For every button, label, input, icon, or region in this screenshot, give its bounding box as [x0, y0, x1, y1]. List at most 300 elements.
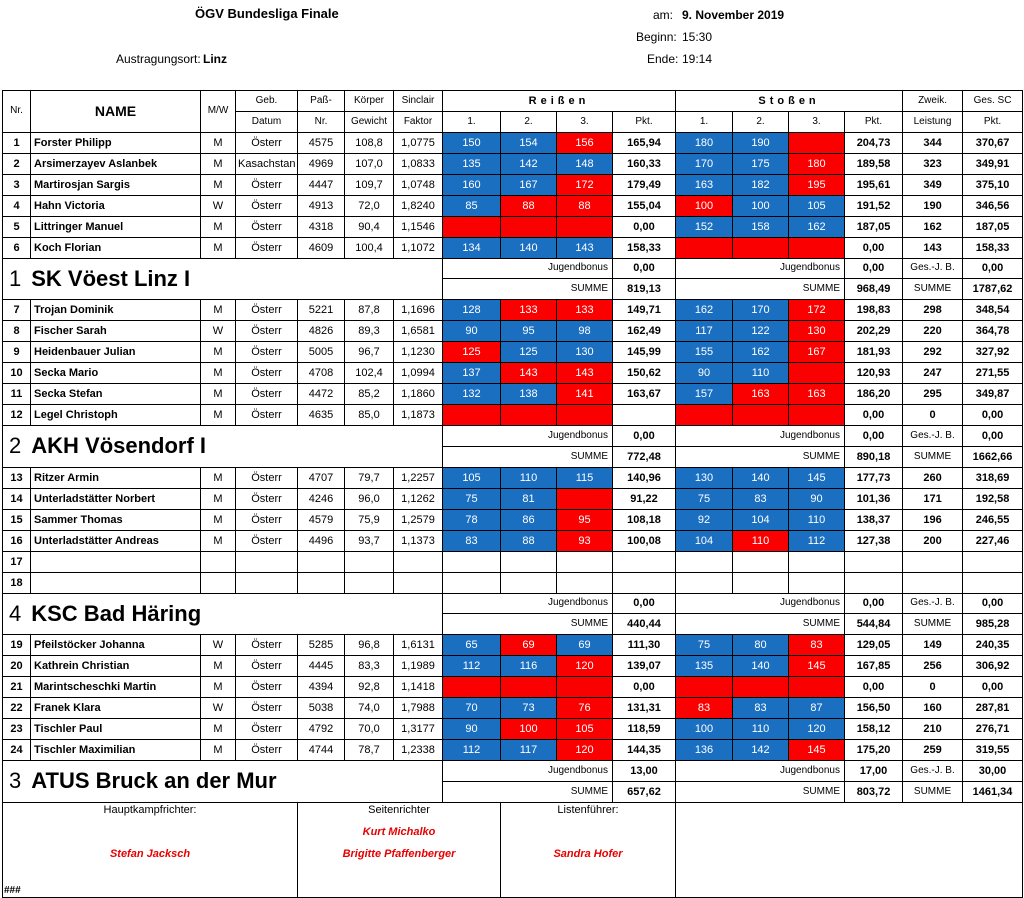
snatch-attempt-2: 86	[501, 509, 557, 530]
athlete-gender: M	[201, 216, 236, 237]
athlete-row	[3, 321, 1023, 342]
grand-sum-value: 1787,62	[963, 279, 1023, 300]
athlete-bodyweight: 78,7	[345, 740, 394, 761]
total-lift: 162	[903, 216, 963, 237]
athlete-bodyweight: 96,0	[345, 488, 394, 509]
athlete-nationality: Österr	[236, 677, 298, 698]
clean-jerk-attempt-2	[733, 405, 789, 426]
athlete-nr: 16	[3, 530, 31, 551]
athlete-row	[3, 467, 1023, 488]
athlete-pass-nr: 4969	[298, 153, 345, 174]
athlete-pass-nr: 4609	[298, 237, 345, 258]
clean-jerk-attempt-2: 162	[733, 342, 789, 363]
athlete-pass-nr: 4826	[298, 321, 345, 342]
start-label: Beginn:	[636, 30, 677, 44]
athlete-nr: 24	[3, 740, 31, 761]
clean-jerk-attempt-3: 167	[789, 342, 845, 363]
grand-sum-label: SUMME	[903, 614, 963, 635]
athlete-bodyweight	[345, 572, 394, 593]
athlete-name	[31, 572, 201, 593]
athlete-bodyweight: 70,0	[345, 719, 394, 740]
clean-jerk-points: 189,58	[845, 153, 903, 174]
athlete-name: Marintscheschki Martin	[31, 677, 201, 698]
athlete-nationality: Österr	[236, 216, 298, 237]
side-referee-cell	[298, 802, 501, 897]
grand-sum-label: SUMME	[903, 279, 963, 300]
athlete-nationality: Österr	[236, 509, 298, 530]
grand-sum-label: SUMME	[903, 781, 963, 802]
athlete-nationality: Österr	[236, 132, 298, 153]
snatch-points: 155,04	[613, 195, 676, 216]
date-value: 9. November 2019	[682, 8, 785, 22]
athlete-nr: 18	[3, 572, 31, 593]
col-sinclair-2: Faktor	[394, 111, 443, 132]
athlete-gender: M	[201, 174, 236, 195]
total-bonus-label: Ges.-J. B.	[903, 761, 963, 782]
clean-jerk-points: 120,93	[845, 363, 903, 384]
snatch-bonus-label: Jugendbonus	[443, 761, 613, 782]
athlete-pass-nr	[298, 572, 345, 593]
clean-jerk-attempt-1	[676, 551, 733, 572]
hash-marks: ###	[4, 885, 21, 896]
athlete-nationality: Österr	[236, 635, 298, 656]
total-bonus-value: 0,00	[963, 426, 1023, 447]
clean-jerk-points	[845, 572, 903, 593]
col-nr: Nr.	[3, 91, 31, 133]
athlete-name: Unterladstätter Norbert	[31, 488, 201, 509]
snatch-attempt-3: 143	[557, 363, 613, 384]
snatch-points: 111,30	[613, 635, 676, 656]
clean-jerk-attempt-3	[789, 405, 845, 426]
clean-jerk-attempt-3: 112	[789, 530, 845, 551]
sinclair-total: 0,00	[963, 677, 1023, 698]
sinclair-total	[963, 551, 1023, 572]
clean-jerk-attempt-3: 105	[789, 195, 845, 216]
sinclair-total: 318,69	[963, 467, 1023, 488]
snatch-attempt-3	[557, 551, 613, 572]
athlete-pass-nr: 4575	[298, 132, 345, 153]
sinclair-total: 227,46	[963, 530, 1023, 551]
snatch-attempt-1: 128	[443, 300, 501, 321]
grand-sum-label: SUMME	[903, 446, 963, 467]
end-value: 19:14	[682, 52, 713, 66]
athlete-nationality: Österr	[236, 656, 298, 677]
athlete-nr: 19	[3, 635, 31, 656]
athlete-nationality: Kasachstan	[236, 153, 298, 174]
clean-jerk-attempt-1: 104	[676, 530, 733, 551]
clean-jerk-points: 175,20	[845, 740, 903, 761]
sinclair-total: 319,55	[963, 740, 1023, 761]
athlete-nationality	[236, 551, 298, 572]
athlete-sinclair: 1,1873	[394, 405, 443, 426]
clean-jerk-attempt-1: 163	[676, 174, 733, 195]
clean-jerk-attempt-3: 83	[789, 635, 845, 656]
athlete-nationality: Österr	[236, 237, 298, 258]
clean-jerk-points	[845, 551, 903, 572]
snatch-points	[613, 551, 676, 572]
snatch-attempt-1	[443, 405, 501, 426]
snatch-attempt-3: 93	[557, 530, 613, 551]
col-r-pkt: Pkt.	[613, 111, 676, 132]
athlete-nr: 21	[3, 677, 31, 698]
snatch-attempt-2: 133	[501, 300, 557, 321]
cj-bonus-value: 0,00	[845, 426, 903, 447]
athlete-name: Franek Klara	[31, 698, 201, 719]
col-stossen: Stoßen	[676, 91, 903, 112]
athlete-gender: W	[201, 195, 236, 216]
snatch-attempt-3: 156	[557, 132, 613, 153]
athlete-row	[3, 509, 1023, 530]
clean-jerk-points: 0,00	[845, 237, 903, 258]
head-referee-name: Stefan Jacksch	[109, 847, 191, 860]
clean-jerk-attempt-2	[733, 551, 789, 572]
clean-jerk-attempt-3: 145	[789, 467, 845, 488]
total-lift: 200	[903, 530, 963, 551]
athlete-pass-nr: 4635	[298, 405, 345, 426]
clean-jerk-attempt-3	[789, 572, 845, 593]
athlete-row	[3, 551, 1023, 572]
athlete-bodyweight: 102,4	[345, 363, 394, 384]
snatch-points: 0,00	[613, 677, 676, 698]
snatch-points: 131,31	[613, 698, 676, 719]
athlete-sinclair: 1,1072	[394, 237, 443, 258]
total-bonus-value: 30,00	[963, 761, 1023, 782]
clean-jerk-attempt-3	[789, 132, 845, 153]
snatch-attempt-2: 138	[501, 384, 557, 405]
athlete-name: Ritzer Armin	[31, 467, 201, 488]
col-ges-sc: Ges. SC	[963, 91, 1023, 112]
clean-jerk-attempt-1: 152	[676, 216, 733, 237]
clean-jerk-attempt-2	[733, 677, 789, 698]
col-pass-2: Nr.	[298, 111, 345, 132]
clean-jerk-attempt-2: 142	[733, 740, 789, 761]
sinclair-total: 287,81	[963, 698, 1023, 719]
athlete-bodyweight: 74,0	[345, 698, 394, 719]
clean-jerk-attempt-3	[789, 363, 845, 384]
athlete-nr: 5	[3, 216, 31, 237]
col-r-att1: 1.	[443, 111, 501, 132]
column-header-row-1	[3, 91, 1023, 112]
athlete-gender: W	[201, 321, 236, 342]
snatch-attempt-1: 132	[443, 384, 501, 405]
athlete-nationality: Österr	[236, 467, 298, 488]
athlete-sinclair: 1,1230	[394, 342, 443, 363]
athlete-nationality: Österr	[236, 174, 298, 195]
snatch-sum-label: SUMME	[443, 446, 613, 467]
sinclair-total: 375,10	[963, 174, 1023, 195]
athlete-nr: 17	[3, 551, 31, 572]
signature-row	[3, 802, 1023, 897]
clean-jerk-points: 156,50	[845, 698, 903, 719]
snatch-points: 139,07	[613, 656, 676, 677]
total-bonus-value: 0,00	[963, 593, 1023, 614]
team-rank: 3	[9, 768, 22, 794]
col-s-att1: 1.	[676, 111, 733, 132]
athlete-sinclair: 1,1860	[394, 384, 443, 405]
athlete-nr: 14	[3, 488, 31, 509]
snatch-points: 0,00	[613, 216, 676, 237]
snatch-attempt-1	[443, 572, 501, 593]
snatch-attempt-3: 130	[557, 342, 613, 363]
cj-bonus-label: Jugendbonus	[676, 258, 845, 279]
clean-jerk-attempt-2: 80	[733, 635, 789, 656]
clean-jerk-attempt-3: 172	[789, 300, 845, 321]
athlete-sinclair: 1,3177	[394, 719, 443, 740]
athlete-name: Martirosjan Sargis	[31, 174, 201, 195]
athlete-bodyweight: 100,4	[345, 237, 394, 258]
athlete-gender	[201, 551, 236, 572]
athlete-nationality: Österr	[236, 342, 298, 363]
snatch-attempt-1: 65	[443, 635, 501, 656]
athlete-nr: 13	[3, 467, 31, 488]
team-name: SK Vöest Linz I	[31, 265, 191, 291]
snatch-attempt-3: 143	[557, 237, 613, 258]
total-lift: 210	[903, 719, 963, 740]
team-rank: 2	[9, 433, 22, 459]
clean-jerk-attempt-3: 87	[789, 698, 845, 719]
athlete-sinclair: 1,0775	[394, 132, 443, 153]
sinclair-total: 276,71	[963, 719, 1023, 740]
athlete-row	[3, 342, 1023, 363]
col-reissen: Reißen	[443, 91, 676, 112]
col-geb: Geb.	[236, 91, 298, 112]
athlete-pass-nr: 4792	[298, 719, 345, 740]
athlete-pass-nr: 4246	[298, 488, 345, 509]
clean-jerk-attempt-2: 182	[733, 174, 789, 195]
snatch-bonus-value: 0,00	[613, 258, 676, 279]
col-ges-sc-2: Pkt.	[963, 111, 1023, 132]
athlete-row	[3, 530, 1023, 551]
clean-jerk-attempt-1: 136	[676, 740, 733, 761]
athlete-bodyweight: 83,3	[345, 656, 394, 677]
snatch-attempt-1: 125	[443, 342, 501, 363]
clean-jerk-attempt-2: 83	[733, 488, 789, 509]
col-s-pkt: Pkt.	[845, 111, 903, 132]
snatch-attempt-1: 160	[443, 174, 501, 195]
total-lift: 247	[903, 363, 963, 384]
athlete-gender: M	[201, 237, 236, 258]
athlete-nationality: Österr	[236, 384, 298, 405]
athlete-nr: 7	[3, 300, 31, 321]
team-title	[3, 258, 443, 300]
sinclair-total: 240,35	[963, 635, 1023, 656]
snatch-attempt-2: 143	[501, 363, 557, 384]
athlete-nationality: Österr	[236, 719, 298, 740]
sinclair-total: 370,67	[963, 132, 1023, 153]
athlete-bodyweight: 96,8	[345, 635, 394, 656]
snatch-attempt-2: 88	[501, 530, 557, 551]
snatch-sum-value: 657,62	[613, 781, 676, 802]
total-lift: 259	[903, 740, 963, 761]
athlete-nr: 15	[3, 509, 31, 530]
athlete-bodyweight: 109,7	[345, 174, 394, 195]
athlete-sinclair: 1,8240	[394, 195, 443, 216]
athlete-row	[3, 740, 1023, 761]
side-referee-name-2: Brigitte Pfaffenberger	[342, 847, 456, 860]
athlete-pass-nr: 4394	[298, 677, 345, 698]
clean-jerk-attempt-2: 190	[733, 132, 789, 153]
snatch-bonus-label: Jugendbonus	[443, 426, 613, 447]
clean-jerk-attempt-1: 92	[676, 509, 733, 530]
athlete-nationality	[236, 572, 298, 593]
team-title	[3, 761, 443, 803]
athlete-row	[3, 719, 1023, 740]
snatch-attempt-2: 81	[501, 488, 557, 509]
venue-value: Linz	[203, 52, 227, 66]
snatch-attempt-1: 135	[443, 153, 501, 174]
athlete-nationality: Österr	[236, 488, 298, 509]
snatch-attempt-3	[557, 216, 613, 237]
athlete-row	[3, 132, 1023, 153]
athlete-name: Pfeilstöcker Johanna	[31, 635, 201, 656]
clean-jerk-attempt-1: 180	[676, 132, 733, 153]
clean-jerk-attempt-1	[676, 572, 733, 593]
clean-jerk-points: 202,29	[845, 321, 903, 342]
total-lift: 160	[903, 698, 963, 719]
athlete-name: Secka Mario	[31, 363, 201, 384]
snatch-attempt-3: 133	[557, 300, 613, 321]
athlete-nr: 2	[3, 153, 31, 174]
sinclair-total: 246,55	[963, 509, 1023, 530]
snatch-attempt-3: 120	[557, 656, 613, 677]
athlete-nationality: Österr	[236, 195, 298, 216]
snatch-attempt-2: 142	[501, 153, 557, 174]
team-title	[3, 593, 443, 635]
athlete-gender: M	[201, 363, 236, 384]
snatch-points: 160,33	[613, 153, 676, 174]
total-bonus-label: Ges.-J. B.	[903, 426, 963, 447]
athlete-name: Koch Florian	[31, 237, 201, 258]
snatch-attempt-3	[557, 488, 613, 509]
snatch-attempt-2: 117	[501, 740, 557, 761]
snatch-sum-value: 772,48	[613, 446, 676, 467]
athlete-bodyweight: 79,7	[345, 467, 394, 488]
clean-jerk-attempt-3	[789, 677, 845, 698]
snatch-sum-label: SUMME	[443, 279, 613, 300]
snatch-attempt-1: 112	[443, 656, 501, 677]
team-bonus-row	[3, 761, 1023, 782]
snatch-attempt-1: 70	[443, 698, 501, 719]
athlete-nr: 9	[3, 342, 31, 363]
athlete-pass-nr: 4472	[298, 384, 345, 405]
team-rank: 4	[9, 600, 22, 626]
athlete-gender: M	[201, 384, 236, 405]
list-keeper-cell	[501, 802, 676, 897]
snatch-attempt-3: 76	[557, 698, 613, 719]
athlete-nr: 12	[3, 405, 31, 426]
athlete-bodyweight: 87,8	[345, 300, 394, 321]
athlete-sinclair: 1,1262	[394, 488, 443, 509]
sinclair-total: 348,54	[963, 300, 1023, 321]
athlete-pass-nr: 4744	[298, 740, 345, 761]
snatch-attempt-2	[501, 677, 557, 698]
athlete-bodyweight	[345, 551, 394, 572]
clean-jerk-attempt-3	[789, 237, 845, 258]
snatch-attempt-3	[557, 572, 613, 593]
snatch-attempt-2	[501, 572, 557, 593]
clean-jerk-attempt-2: 170	[733, 300, 789, 321]
athlete-name: Tischler Maximilian	[31, 740, 201, 761]
snatch-points: 158,33	[613, 237, 676, 258]
athlete-gender: M	[201, 467, 236, 488]
snatch-attempt-1	[443, 551, 501, 572]
athlete-bodyweight: 75,9	[345, 509, 394, 530]
athlete-bodyweight: 85,0	[345, 405, 394, 426]
snatch-sum-value: 819,13	[613, 279, 676, 300]
clean-jerk-attempt-2: 110	[733, 363, 789, 384]
snatch-attempt-3: 105	[557, 719, 613, 740]
snatch-attempt-1: 78	[443, 509, 501, 530]
snatch-points: 165,94	[613, 132, 676, 153]
snatch-points	[613, 572, 676, 593]
clean-jerk-attempt-2: 140	[733, 467, 789, 488]
athlete-nationality: Österr	[236, 321, 298, 342]
snatch-bonus-value: 0,00	[613, 426, 676, 447]
snatch-sum-value: 440,44	[613, 614, 676, 635]
clean-jerk-attempt-3: 145	[789, 740, 845, 761]
clean-jerk-attempt-1	[676, 237, 733, 258]
athlete-bodyweight: 96,7	[345, 342, 394, 363]
clean-jerk-attempt-3: 162	[789, 216, 845, 237]
date-label: am:	[653, 8, 674, 22]
clean-jerk-attempt-2: 104	[733, 509, 789, 530]
athlete-gender: W	[201, 698, 236, 719]
athlete-name: Arsimerzayev Aslanbek	[31, 153, 201, 174]
col-mw: M/W	[201, 91, 236, 133]
snatch-points: 91,22	[613, 488, 676, 509]
athlete-gender: M	[201, 405, 236, 426]
athlete-gender: M	[201, 132, 236, 153]
sinclair-total: 327,92	[963, 342, 1023, 363]
clean-jerk-points: 187,05	[845, 216, 903, 237]
athlete-name: Hahn Victoria	[31, 195, 201, 216]
clean-jerk-attempt-2: 122	[733, 321, 789, 342]
team-bonus-row	[3, 426, 1023, 447]
athlete-sinclair: 1,6131	[394, 635, 443, 656]
snatch-sum-label: SUMME	[443, 614, 613, 635]
athlete-sinclair: 1,0994	[394, 363, 443, 384]
snatch-attempt-2: 125	[501, 342, 557, 363]
athlete-bodyweight: 108,8	[345, 132, 394, 153]
athlete-nationality: Österr	[236, 405, 298, 426]
snatch-attempt-1: 134	[443, 237, 501, 258]
clean-jerk-attempt-2: 100	[733, 195, 789, 216]
clean-jerk-points: 191,52	[845, 195, 903, 216]
athlete-pass-nr: 5005	[298, 342, 345, 363]
snatch-attempt-1: 90	[443, 719, 501, 740]
sinclair-total: 346,56	[963, 195, 1023, 216]
athlete-gender: M	[201, 719, 236, 740]
clean-jerk-attempt-3: 90	[789, 488, 845, 509]
athlete-name: Unterladstätter Andreas	[31, 530, 201, 551]
clean-jerk-attempt-1: 130	[676, 467, 733, 488]
athlete-row	[3, 153, 1023, 174]
snatch-bonus-value: 13,00	[613, 761, 676, 782]
total-lift: 0	[903, 405, 963, 426]
athlete-row	[3, 405, 1023, 426]
clean-jerk-attempt-1: 155	[676, 342, 733, 363]
clean-jerk-attempt-2: 175	[733, 153, 789, 174]
athlete-pass-nr: 4708	[298, 363, 345, 384]
clean-jerk-attempt-3: 180	[789, 153, 845, 174]
athlete-bodyweight: 107,0	[345, 153, 394, 174]
athlete-bodyweight: 89,3	[345, 321, 394, 342]
total-lift: 344	[903, 132, 963, 153]
side-referee-label: Seitenrichter	[368, 803, 430, 816]
snatch-attempt-3: 98	[557, 321, 613, 342]
snatch-bonus-label: Jugendbonus	[443, 258, 613, 279]
cj-sum-label: SUMME	[676, 614, 845, 635]
